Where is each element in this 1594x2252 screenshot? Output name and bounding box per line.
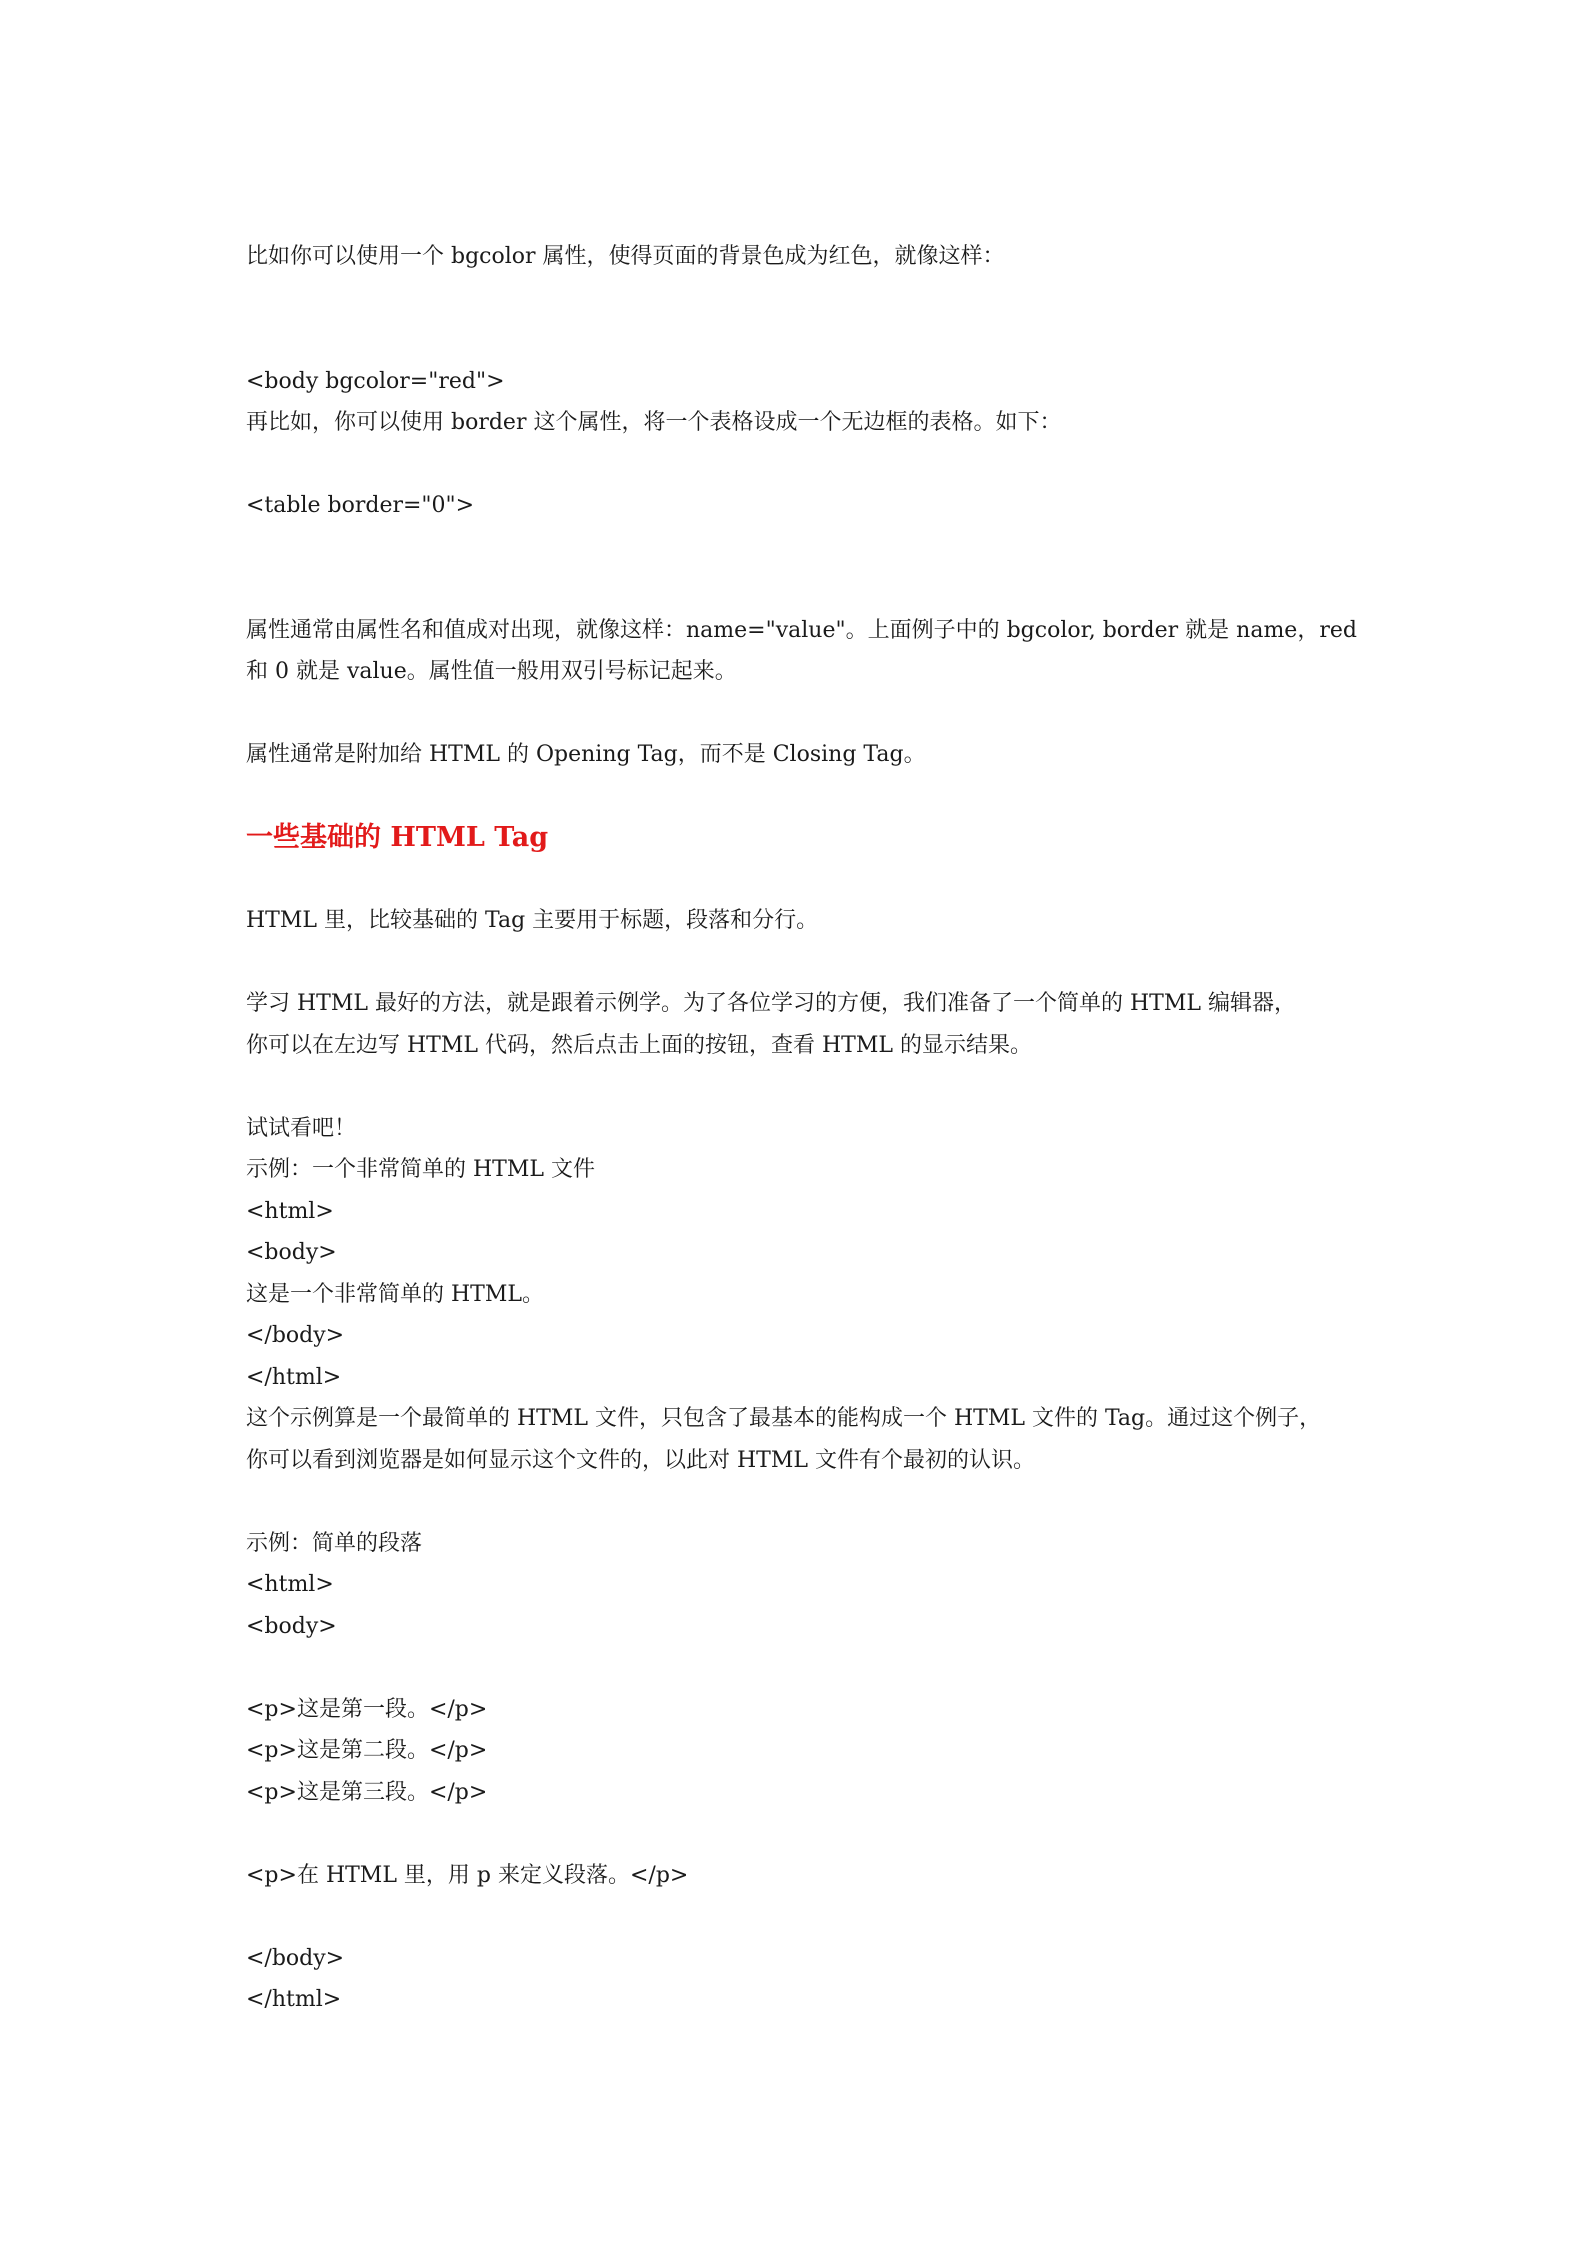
example1-code-line: <html>: [246, 1198, 334, 1224]
code-body-bgcolor: <body bgcolor="red">: [246, 368, 505, 394]
paragraph-attribute-pairs-line1: 属性通常由属性名和值成对出现，就像这样：name="value"。上面例子中的 bgcolor, border 就是 name，red: [246, 617, 1357, 643]
paragraph-learning-line1: 学习 HTML 最好的方法，就是跟着示例学。为了各位学习的方便，我们准备了一个简单的 HTML 编辑器，: [246, 991, 1296, 1016]
example2-code-line: <p>这是第三段。</p>: [246, 1779, 488, 1805]
example2-code-line: <p>这是第一段。</p>: [246, 1696, 488, 1722]
paragraph-opening-tag: 属性通常是附加给 HTML 的 Opening Tag，而不是 Closing Tag。: [246, 742, 926, 767]
paragraph-example1-explain-line2: 你可以看到浏览器是如何显示这个文件的，以此对 HTML 文件有个最初的认识。: [246, 1447, 1035, 1473]
example2-code-line: </html>: [246, 1987, 342, 2012]
paragraph-border-intro: 再比如，你可以使用 border 这个属性，将一个表格设成一个无边框的表格。如下：: [246, 410, 1062, 435]
spacer: [246, 942, 1361, 984]
paragraph-bgcolor-intro: 比如你可以使用一个 bgcolor 属性，使得页面的背景色成为红色，就像这样：: [246, 244, 1005, 269]
spacer: [246, 1481, 1361, 1523]
example2-code-line: </body>: [246, 1945, 345, 1971]
paragraph-attribute-pairs-line2: 和 0 就是 value。属性值一般用双引号标记起来。: [246, 659, 737, 684]
spacer: [246, 527, 1361, 610]
spacer: [246, 693, 1361, 735]
paragraph-learning-line2: 你可以在左边写 HTML 代码，然后点击上面的按钮，查看 HTML 的显示结果。: [246, 1032, 1032, 1058]
spacer: [246, 1066, 1361, 1108]
example2-code-line: <p>在 HTML 里，用 p 来定义段落。</p>: [246, 1862, 689, 1888]
example1-code-line: <body>: [246, 1240, 337, 1265]
example2-code-line: <html>: [246, 1572, 334, 1597]
spacer: [246, 1647, 1361, 1689]
spacer: [246, 1813, 1361, 1855]
example1-code-line: 这是一个非常简单的 HTML。: [246, 1281, 544, 1307]
paragraph-basic-tags: HTML 里，比较基础的 Tag 主要用于标题，段落和分行。: [246, 908, 819, 933]
example1-code-line: </body>: [246, 1323, 345, 1348]
paragraph-example1-explain-line1: 这个示例算是一个最简单的 HTML 文件，只包含了最基本的能构成一个 HTML 文件的 Tag。通过这个例子，: [246, 1406, 1322, 1431]
spacer: [246, 444, 1361, 486]
example1-title: 示例：一个非常简单的 HTML 文件: [246, 1157, 595, 1182]
spacer: [246, 776, 1361, 818]
example1-code-line: </html>: [246, 1364, 342, 1390]
example2-code-line: <body>: [246, 1613, 337, 1639]
try-it-text: 试试看吧！: [246, 1115, 357, 1141]
example2-code-line: <p>这是第二段。</p>: [246, 1738, 488, 1763]
example2-title: 示例：简单的段落: [246, 1530, 423, 1556]
spacer: [246, 859, 1361, 901]
document-body: [246, 236, 1361, 2021]
spacer: [246, 1896, 1361, 1938]
spacer: [246, 278, 1361, 361]
section-heading: 一些基础的 HTML Tag: [246, 822, 549, 853]
code-table-border: <table border="0">: [246, 493, 475, 518]
